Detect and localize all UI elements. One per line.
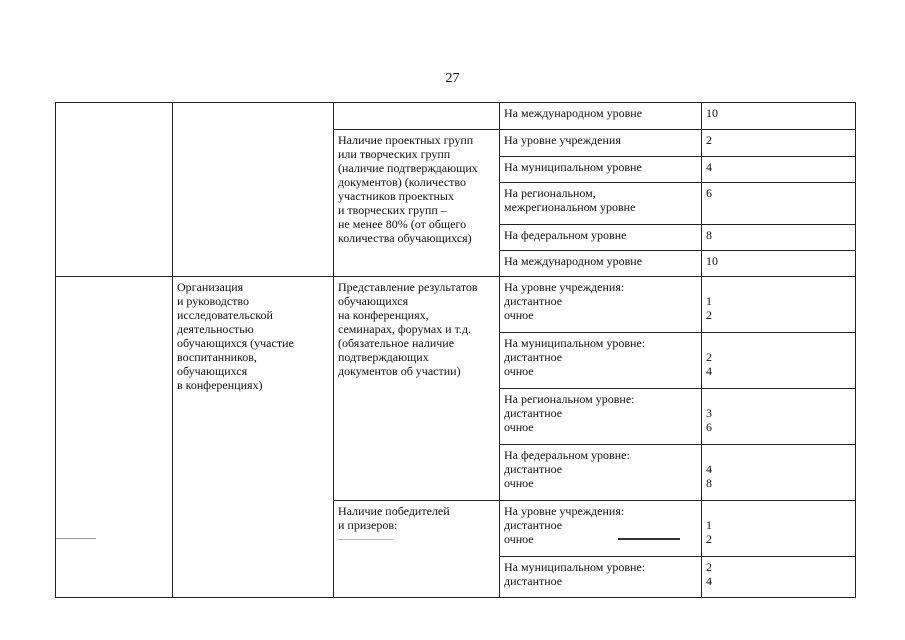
indicator-line: (обязательное наличие xyxy=(338,336,455,350)
empty-criterion-cell xyxy=(56,103,173,277)
score-value: 4 xyxy=(706,574,712,588)
score-value: 10 xyxy=(706,254,718,268)
score-value: 1 xyxy=(706,518,712,532)
level-text: дистантное xyxy=(504,294,563,308)
level-text: На международном уровне xyxy=(504,254,643,268)
score-value: 8 xyxy=(706,476,712,490)
level-cell xyxy=(500,130,702,157)
indicator-cell-winners xyxy=(334,501,500,598)
page-number: 27 xyxy=(445,71,460,86)
score-value: 6 xyxy=(706,420,712,434)
level-cell xyxy=(500,389,702,445)
indicator-line: семинарах, форумах и т.д. xyxy=(338,322,472,336)
score-cell xyxy=(702,130,856,157)
score-value xyxy=(706,448,851,462)
scan-artifact-line xyxy=(338,539,393,540)
criterion-line: обучающихся xyxy=(177,364,248,378)
indicator-line: количества обучающихся) xyxy=(338,231,472,245)
score-value: 10 xyxy=(706,106,718,120)
score-cell xyxy=(702,103,856,130)
level-text: очное xyxy=(504,476,534,490)
level-cell xyxy=(500,333,702,389)
level-text: На федеральном уровне xyxy=(504,228,627,242)
indicator-cell-project-groups xyxy=(334,130,500,277)
score-value: 4 xyxy=(706,364,712,378)
level-text: На международном уровне xyxy=(504,106,643,120)
level-text: дистантное xyxy=(504,406,563,420)
criterion-cell-research xyxy=(173,277,334,598)
indicator-line: Наличие проектных групп xyxy=(338,133,474,147)
criterion-line: и руководство xyxy=(177,294,249,308)
indicator-line: и творческих групп – xyxy=(338,203,447,217)
level-cell xyxy=(500,157,702,183)
criterion-line: обучающихся (участие xyxy=(177,336,294,350)
scan-artifact-line xyxy=(56,538,96,539)
level-text: На муниципальном уровне: xyxy=(504,336,646,350)
empty-criterion-cell xyxy=(173,103,334,277)
indicator-line: не менее 80% (от общего xyxy=(338,217,467,231)
score-value: 4 xyxy=(706,462,712,476)
score-cell xyxy=(702,157,856,183)
level-text: дистантное xyxy=(504,518,563,532)
indicator-line: Наличие победителей xyxy=(338,504,450,518)
criterion-line: в конференциях) xyxy=(177,378,263,392)
score-cell xyxy=(702,389,856,445)
level-cell xyxy=(500,557,702,598)
score-value: 2 xyxy=(706,532,712,546)
score-value: 6 xyxy=(706,186,712,200)
level-text: очное xyxy=(504,364,534,378)
level-text: межрегиональном уровне xyxy=(504,200,636,214)
level-text: На уровне учреждения: xyxy=(504,504,625,518)
level-text: дистантное xyxy=(504,574,563,588)
level-text: На муниципальном уровне: xyxy=(504,560,646,574)
level-text: очное xyxy=(504,532,534,546)
score-value xyxy=(706,336,851,350)
level-cell xyxy=(500,277,702,333)
score-cell xyxy=(702,501,856,557)
indicator-line: или творческих групп xyxy=(338,147,451,161)
score-value: 2 xyxy=(706,308,712,322)
level-cell xyxy=(500,251,702,277)
level-text: очное xyxy=(504,308,534,322)
indicator-line: подтверждающих xyxy=(338,350,429,364)
level-text: На региональном уровне: xyxy=(504,392,635,406)
score-value: 3 xyxy=(706,406,712,420)
criterion-line: исследовательской xyxy=(177,308,273,322)
indicator-line: документов) (количество xyxy=(338,175,466,189)
score-value: 2 xyxy=(706,350,712,364)
level-text: дистантное xyxy=(504,462,563,476)
level-text: На уровне учреждения xyxy=(504,133,621,147)
score-value: 1 xyxy=(706,294,712,308)
score-value xyxy=(706,392,851,406)
indicator-line: (наличие подтверждающих xyxy=(338,161,478,175)
indicator-line: и призеров: xyxy=(338,518,398,532)
criteria-table xyxy=(55,102,856,598)
level-text: На федеральном уровне: xyxy=(504,448,630,462)
score-value: 2 xyxy=(706,133,712,147)
criterion-line: Организация xyxy=(177,280,244,294)
level-cell xyxy=(500,183,702,225)
score-cell xyxy=(702,277,856,333)
level-cell xyxy=(500,103,702,130)
score-value: 8 xyxy=(706,228,712,242)
empty-indicator-cell xyxy=(334,103,500,130)
level-text: дистантное xyxy=(504,350,563,364)
level-text: На муниципальном уровне xyxy=(504,160,642,174)
criterion-line: воспитанников, xyxy=(177,350,257,364)
score-value: 2 xyxy=(706,560,712,574)
score-value: 4 xyxy=(706,160,712,174)
score-cell xyxy=(702,333,856,389)
score-cell xyxy=(702,225,856,251)
level-text: На уровне учреждения: xyxy=(504,280,625,294)
score-cell xyxy=(702,183,856,225)
indicator-cell-presentation xyxy=(334,277,500,501)
indicator-line: обучающихся xyxy=(338,294,409,308)
score-cell xyxy=(702,445,856,501)
criterion-line: деятельностью xyxy=(177,322,254,336)
indicator-line: участников проектных xyxy=(338,189,454,203)
empty-criterion-cell xyxy=(56,277,173,598)
indicator-line: Представление результатов xyxy=(338,280,478,294)
score-value xyxy=(706,280,851,294)
score-cell xyxy=(702,557,856,598)
level-text: На региональном, xyxy=(504,186,596,200)
score-cell xyxy=(702,251,856,277)
score-value xyxy=(706,504,851,518)
indicator-line: документов об участии) xyxy=(338,364,461,378)
level-cell xyxy=(500,225,702,251)
level-cell xyxy=(500,445,702,501)
level-text: очное xyxy=(504,420,534,434)
pen-stroke-mark xyxy=(618,538,680,540)
level-cell xyxy=(500,501,702,557)
indicator-line: на конференциях, xyxy=(338,308,429,322)
